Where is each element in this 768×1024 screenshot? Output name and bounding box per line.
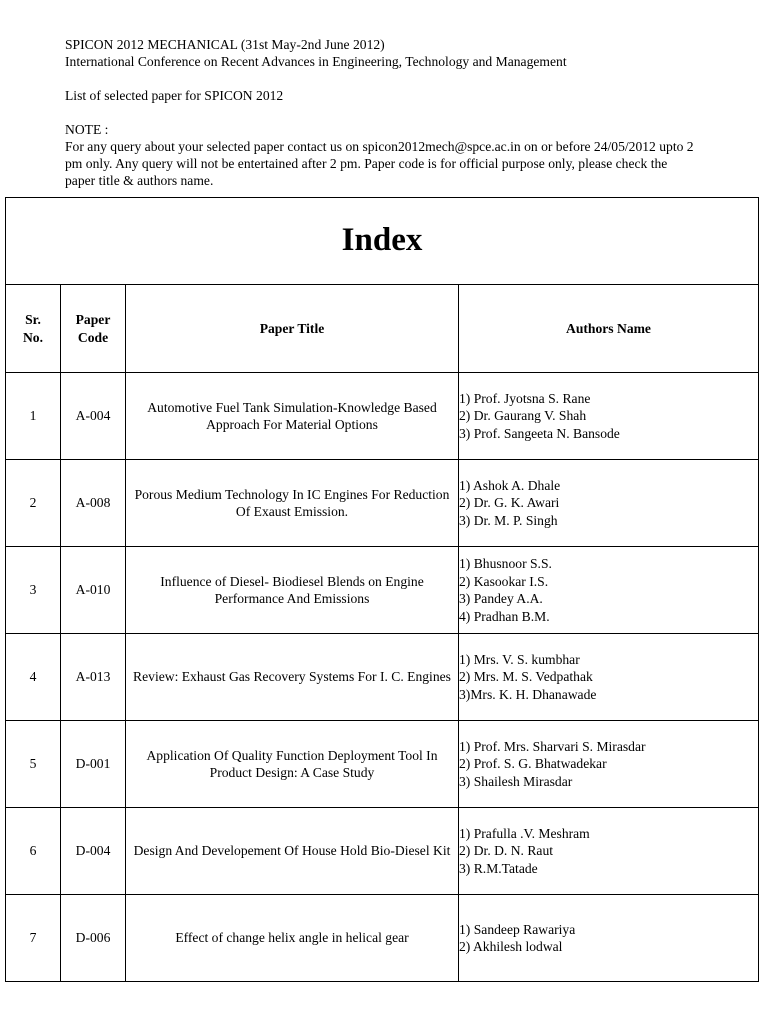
author-name: 1) Sandeep Rawariya — [459, 921, 576, 937]
note-label: NOTE : — [65, 122, 109, 137]
sr-no-cell: 3 — [6, 547, 61, 634]
author-name: 1) Prof. Jyotsna S. Rane — [459, 390, 591, 406]
authors-cell — [459, 373, 759, 460]
column-header-code-line2: Code — [77, 329, 109, 345]
author-name: 2) Kasookar I.S. — [459, 573, 549, 589]
column-header-authors: Authors Name — [459, 285, 759, 373]
paper-title-cell: Influence of Diesel- Biodiesel Blends on Engine Performance And Emissions — [126, 547, 459, 634]
author-name: 2) Mrs. M. S. Vedpathak — [459, 669, 593, 685]
sr-no-cell: 4 — [6, 634, 61, 721]
author-name: 4) Pradhan B.M. — [459, 608, 550, 624]
paper-code-cell: A-010 — [61, 547, 126, 634]
column-header-paper-code — [61, 285, 126, 373]
paper-code-cell: D-006 — [61, 895, 126, 982]
table-row — [6, 634, 759, 721]
table-row — [6, 460, 759, 547]
document-header — [65, 36, 765, 189]
author-name: 2) Dr. D. N. Raut — [459, 843, 554, 859]
author-name: 2) Akhilesh lodwal — [459, 939, 563, 954]
author-name: 1) Mrs. V. S. kumbhar — [459, 651, 580, 667]
column-header-sr-line1: Sr. — [25, 312, 41, 327]
author-name: 1) Prof. Mrs. Sharvari S. Mirasdar — [459, 738, 646, 754]
table-row — [6, 895, 759, 982]
author-name: 3) Dr. M. P. Singh — [459, 512, 558, 528]
note-text-line-3: paper title & authors name. — [65, 173, 214, 188]
table-body — [6, 373, 759, 982]
sr-no-cell: 2 — [6, 460, 61, 547]
index-title: Index — [6, 198, 759, 285]
author-name: 3) R.M.Tatade — [459, 860, 538, 876]
sr-no-cell: 6 — [6, 808, 61, 895]
authors-cell — [459, 808, 759, 895]
paper-code-cell: A-004 — [61, 373, 126, 460]
column-header-sr-line2: No. — [22, 329, 43, 345]
paper-code-cell: D-004 — [61, 808, 126, 895]
paper-title-cell: Automotive Fuel Tank Simulation-Knowledge Based Approach For Material Options — [126, 373, 459, 460]
list-title: List of selected paper for SPICON 2012 — [65, 88, 284, 103]
author-name: 3)Mrs. K. H. Dhanawade — [459, 686, 597, 702]
authors-cell — [459, 634, 759, 721]
table-row — [6, 373, 759, 460]
author-name: 2) Dr. G. K. Awari — [459, 495, 560, 511]
paper-code-cell: D-001 — [61, 721, 126, 808]
sr-no-cell: 5 — [6, 721, 61, 808]
column-header-paper-title: Paper Title — [126, 285, 459, 373]
author-name: 1) Ashok A. Dhale — [459, 477, 561, 493]
table-row — [6, 547, 759, 634]
note-text-line-1: For any query about your selected paper contact us on spicon2012mech@spce.ac.in on or before 24/05/2012 upto 2 — [65, 139, 694, 154]
author-name: 3) Prof. Sangeeta N. Bansode — [459, 425, 620, 441]
author-name: 1) Bhusnoor S.S. — [459, 556, 552, 571]
authors-cell — [459, 460, 759, 547]
conference-subtitle: International Conference on Recent Advances in Engineering, Technology and Management — [65, 54, 567, 69]
paper-index-table — [5, 197, 759, 982]
sr-no-cell: 7 — [6, 895, 61, 982]
author-name: 2) Prof. S. G. Bhatwadekar — [459, 756, 607, 772]
author-name: 2) Dr. Gaurang V. Shah — [459, 408, 587, 424]
column-header-code-line1: Paper — [75, 312, 111, 327]
paper-code-cell: A-013 — [61, 634, 126, 721]
paper-title-cell: Porous Medium Technology In IC Engines For Reduction Of Exaust Emission. — [126, 460, 459, 547]
paper-title-cell: Design And Developement Of House Hold Bio-Diesel Kit — [126, 808, 459, 895]
note-text-line-2: pm only. Any query will not be entertained after 2 pm. Paper code is for official purpose only, please check the — [65, 156, 668, 171]
column-header-sr-no — [6, 285, 61, 373]
table-row — [6, 721, 759, 808]
authors-cell — [459, 547, 759, 634]
paper-title-cell: Effect of change helix angle in helical gear — [126, 895, 459, 982]
paper-title-cell: Application Of Quality Function Deployment Tool In Product Design: A Case Study — [126, 721, 459, 808]
conference-title: SPICON 2012 MECHANICAL (31st May-2nd June 2012) — [65, 37, 385, 52]
paper-title-cell: Review: Exhaust Gas Recovery Systems For I. C. Engines — [126, 634, 459, 721]
sr-no-cell: 1 — [6, 373, 61, 460]
table-header-row — [6, 285, 759, 373]
author-name: 3) Pandey A.A. — [459, 591, 543, 606]
authors-cell — [459, 721, 759, 808]
author-name: 3) Shailesh Mirasdar — [459, 773, 573, 789]
author-name: 1) Prafulla .V. Meshram — [459, 825, 590, 841]
authors-cell — [459, 895, 759, 982]
table-row — [6, 808, 759, 895]
paper-code-cell: A-008 — [61, 460, 126, 547]
